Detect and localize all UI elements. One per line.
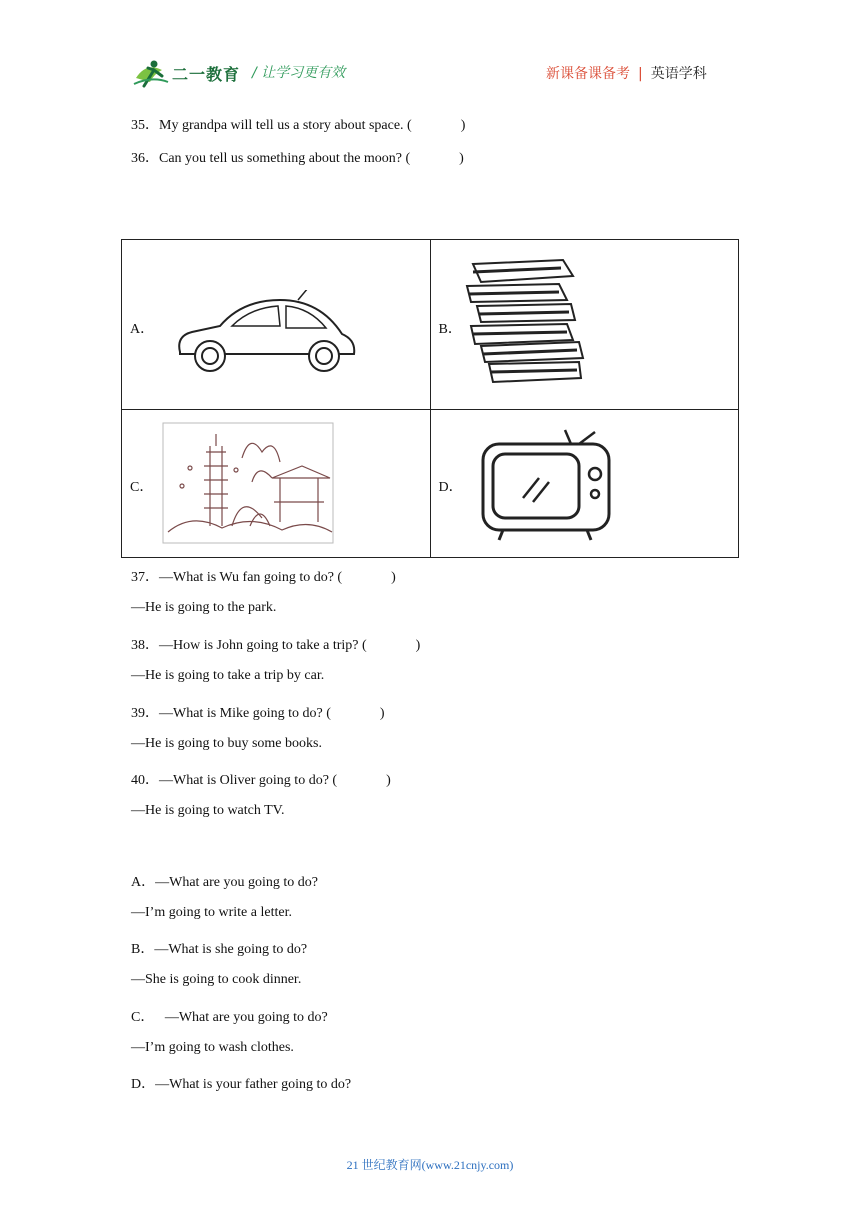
picture-label-c: C． [130, 480, 154, 495]
picture-cell-d [430, 410, 739, 558]
option-b-question: B．—What is she going to do? [131, 942, 308, 957]
option-b-answer: —She is going to cook dinner. [131, 972, 302, 987]
option-a-question: A．—What are you going to do? [131, 875, 319, 890]
option-a-answer: —I’m going to write a letter. [131, 905, 292, 920]
brand-slogan: / 让学习更有效 [252, 65, 346, 81]
picture-cell-c [122, 410, 431, 558]
tv-icon [475, 424, 613, 542]
picture-options-table [121, 239, 739, 558]
park-scene-icon [162, 422, 334, 544]
car-icon [170, 290, 360, 376]
picture-label-b: B． [438, 322, 462, 337]
brand-name: 二一教育 [172, 65, 241, 84]
question-40: 40．—What is Oliver going to do? ( ) [131, 773, 391, 788]
question-35: 35．My grandpa will tell us a story about space. ( ) [131, 118, 466, 133]
answer-38: —He is going to take a trip by car. [131, 668, 325, 683]
option-c-answer: —I’m going to wash clothes. [131, 1040, 294, 1055]
picture-label-a: A． [130, 322, 155, 337]
question-37: 37．—What is Wu fan going to do? ( ) [131, 570, 396, 585]
picture-label-d: D． [438, 480, 463, 495]
answer-39: —He is going to buy some books. [131, 736, 322, 751]
header-subject: 英语学科 [650, 66, 707, 82]
page-footer: 21 世纪教育网(www.21cnjy.com) [346, 1158, 514, 1172]
header-course-info [546, 63, 707, 83]
question-39: 39．—What is Mike going to do? ( ) [131, 706, 385, 721]
answer-40: —He is going to watch TV. [131, 803, 285, 818]
header-separator: | [638, 66, 643, 82]
picture-cell-a [122, 240, 431, 410]
picture-cell-b [430, 240, 739, 410]
answer-37: —He is going to the park. [131, 600, 277, 615]
question-38: 38．—How is John going to take a trip? ( ) [131, 638, 421, 653]
option-d-question: D．—What is your father going to do? [131, 1077, 352, 1092]
books-icon [463, 254, 593, 394]
question-36: 36．Can you tell us something about the moon? ( ) [131, 151, 464, 166]
header-course-left: 新课备课备考 [546, 66, 630, 82]
option-c-question: C． —What are you going to do? [131, 1010, 328, 1025]
